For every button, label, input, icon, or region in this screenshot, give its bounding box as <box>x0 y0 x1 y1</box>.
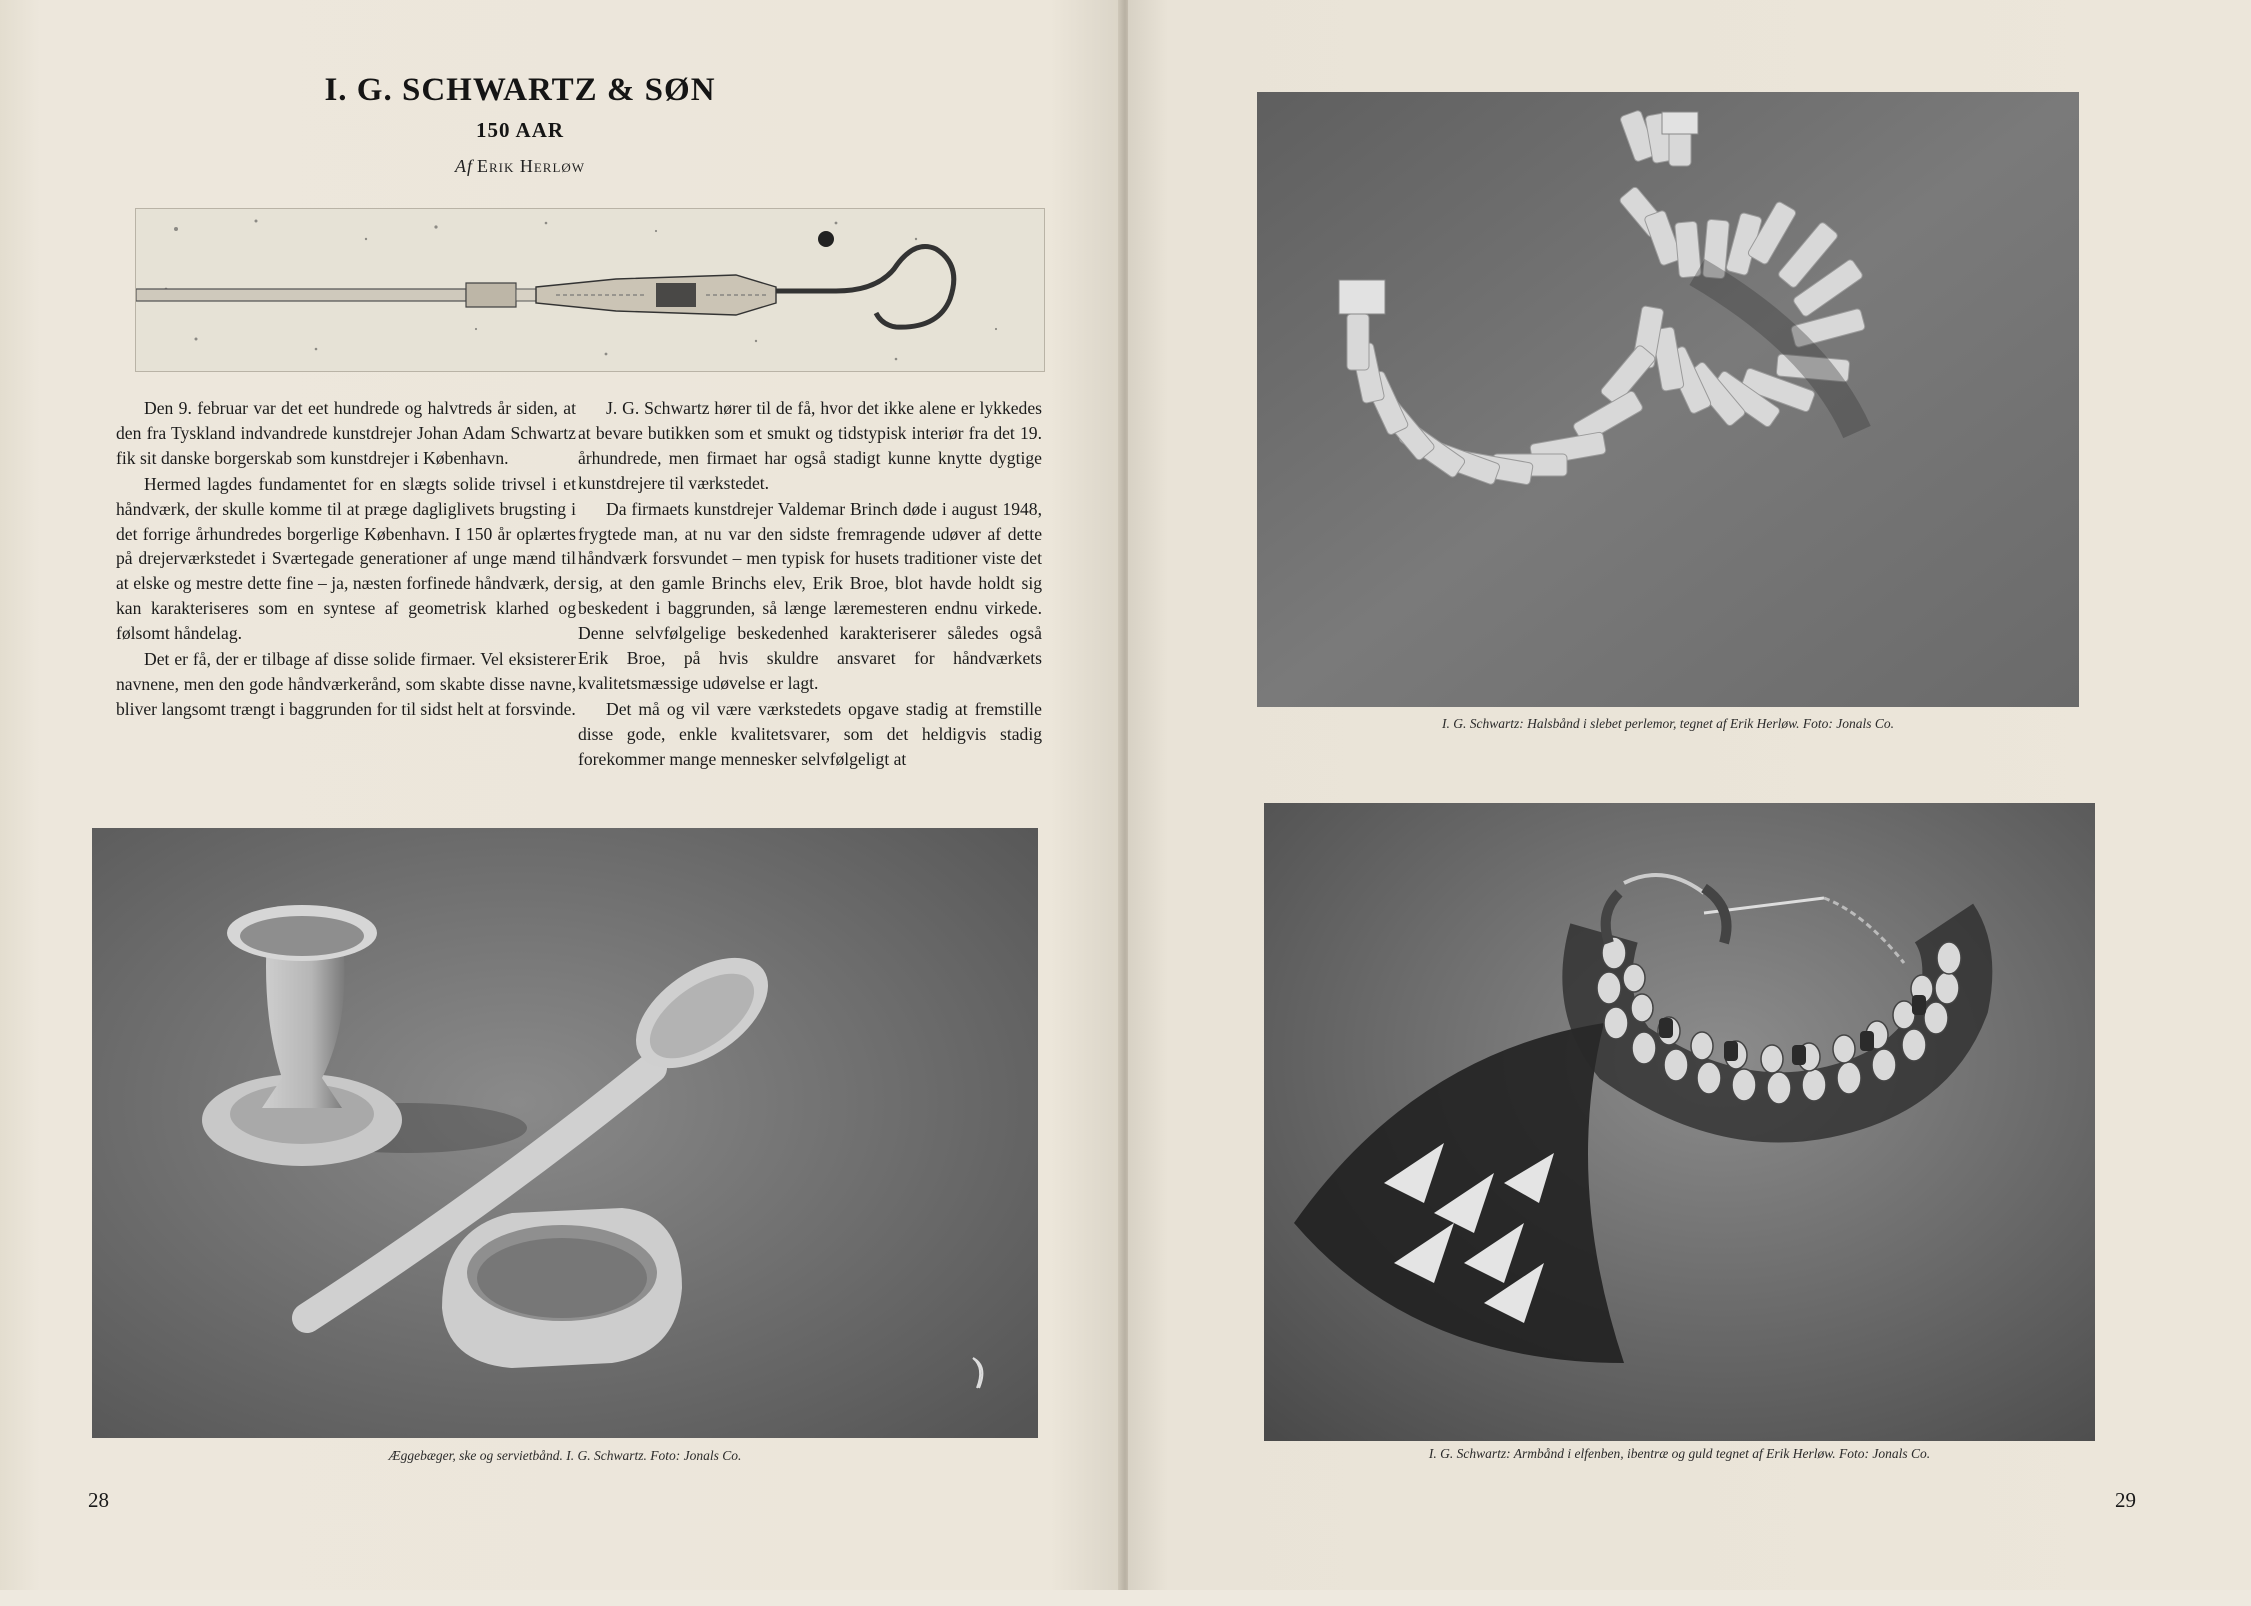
bracelet-photo-caption: I. G. Schwartz: Armbånd i elfenben, ibentræ og guld tegnet af Erik Herløw. Foto: Jonals Co. <box>1428 1446 1931 1461</box>
bottom-margin <box>0 1590 2251 1606</box>
article-title: I. G. SCHWARTZ & SØN <box>324 72 716 108</box>
paragraph: Det er få, der er tilbage af disse solide firmaer. Vel eksisterer navnene, men den gode håndværkerånd, som skabte disse navne, bliver langsomt trængt i baggrunden for til sidst helt at forsvinde. <box>116 649 576 719</box>
byline-author: Erik Herløw <box>476 156 586 176</box>
article-subtitle: 150 AAR <box>475 118 565 142</box>
paragraph: Da firmaets kunstdrejer Valdemar Brinch døde i august 1948, frygtede man, at nu var den sidste fremragende udøver af dette håndværk forsvundet – men typisk for husets traditioner viste det sig, at den gamle Brinchs elev, Erik Broe, blot havde holdt sig beskedent i baggrunden, så længe læremesteren endnu virkede. Denne selvfølgelige beskedenhed karakteriserer således også Erik Broe, på hvis skuldre ansvaret for håndværkets kvalitetsmæssige udøvelse er lagt. <box>578 498 1042 693</box>
spoon-drawing-image <box>135 208 1045 372</box>
egg-cup-spoon-photo <box>92 828 1038 1438</box>
egg-photo-caption: Æggebæger, ske og servietbånd. I. G. Schwartz. Foto: Jonals Co. <box>388 1448 742 1463</box>
article-column-right <box>578 396 1042 772</box>
necklace-photo <box>1257 92 2079 707</box>
necklace-photo-caption: I. G. Schwartz: Halsbånd i slebet perlemor, tegnet af Erik Herløw. Foto: Jonals Co. <box>1442 716 1894 731</box>
paragraph: Det må og vil være værkstedets opgave stadig at fremstille disse gode, enkle kvalitetsvarer, som det heldigvis stadig forekommer mange mennesker selvfølgeligt at <box>578 698 1042 769</box>
byline-prefix: Af <box>454 156 473 176</box>
left-page <box>0 0 1125 1606</box>
paragraph: Den 9. februar var det eet hundrede og halvtreds år siden, at den fra Tyskland indvandrede kunstdrejer Johan Adam Schwartz fik sit danske borgerskab som kunstdrejer i København. <box>116 398 576 468</box>
bracelet-photo <box>1264 803 2095 1441</box>
page-number-left: 28 <box>88 1488 109 1512</box>
article-byline <box>300 156 740 177</box>
article-column-left <box>116 396 576 722</box>
paragraph: J. G. Schwartz hører til de få, hvor det ikke alene er lykkedes at bevare butikken som et smukt og tidstypisk interiør fra det 19. århundrede, men firmaet har også stadigt kunne knytte dygtige kunstdrejere til værkstedet. <box>578 398 1042 493</box>
paragraph: Hermed lagdes fundamentet for en slægts solide trivsel i et håndværk, der skulle komme til at præge dagliglivets brugsting i det forrige århundredes borgerlige København. I 150 år oplærtes på drejerværkstedet i Sværtegade generationer af unge mænd til at elske og mestre dette fine – ja, næsten forfinede håndværk, der kan karakteriseres som en syntese af geometrisk klarhed og følsomt håndelag. <box>116 473 576 644</box>
page-number-right: 29 <box>2115 1488 2136 1512</box>
